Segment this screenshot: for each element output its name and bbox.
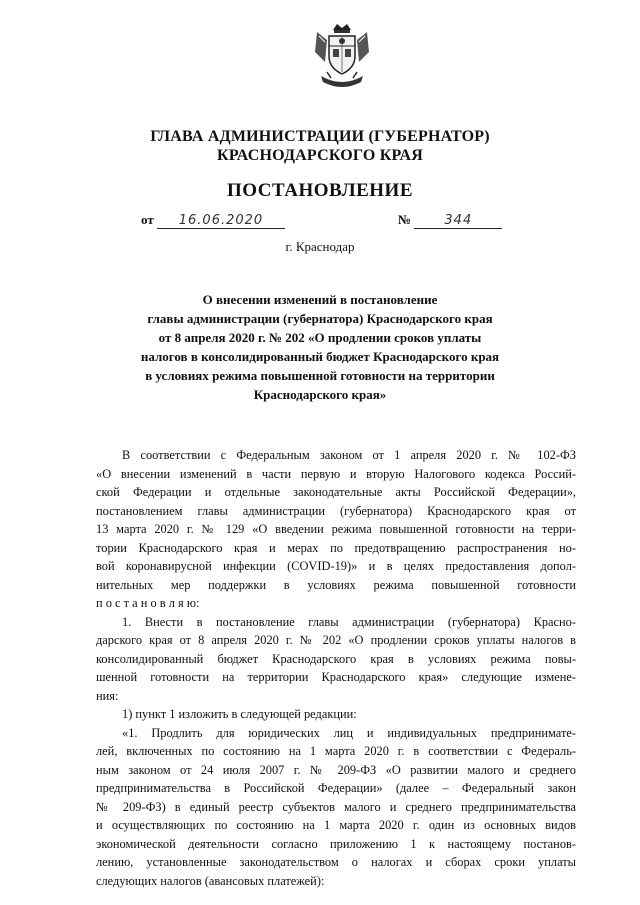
document-type-heading: ПОСТАНОВЛЕНИЕ	[226, 180, 414, 201]
body-line: В соответствии с Федеральным законом от 1 апреля 2020 г. № 102-ФЗ	[122, 448, 576, 462]
subject-line: Краснодарского края»	[253, 387, 387, 402]
date-label: от	[141, 212, 154, 227]
date-line	[141, 212, 285, 229]
authority-title-line1: ГЛАВА АДМИНИСТРАЦИИ (ГУБЕРНАТОР)	[150, 128, 490, 145]
body-line: ской Федерации и отдельные законодательные акты Российской Федерации»,	[96, 485, 576, 499]
subject-line: налогов в консолидированный бюджет Краснодарского края	[140, 349, 500, 364]
body-line: ния:	[96, 688, 119, 703]
subject-line: О внесении изменений в постановление	[202, 292, 438, 307]
body-line: экономической деятельности согласно приложению 1 к настоящему постанов-	[96, 836, 576, 851]
document-subject	[100, 290, 540, 404]
body-line: предпринимательства в Российской Федерации» (далее – Федеральный закон	[96, 781, 576, 795]
body-line: № 209-ФЗ) в единый реестр субъектов малого и среднего предпринимательства	[96, 799, 576, 814]
body-line: ным законом от 24 июля 2007 г. № 209-ФЗ «О развитии малого и среднего	[96, 762, 576, 777]
body-line: «1. Продлить для юридических лиц и индивидуальных предпринимате-	[122, 725, 576, 740]
body-line: шенной готовности на территории Краснодарского края» следующие измене-	[96, 670, 576, 684]
number-value: 344	[444, 213, 473, 228]
body-line: вой коронавирусной инфекции (COVID-19)» и в целях предоставления допол-	[96, 559, 576, 573]
body-line: 1. Внести в постановление главы администрации (губернатора) Красно-	[122, 614, 576, 629]
body-line: следующих налогов (авансовых платежей):	[96, 873, 325, 888]
body-line: лению, установленные законодательством о налогах и сборах сроки уплаты	[96, 855, 576, 869]
body-line: дарского края от 8 апреля 2020 г. № 202 «О продлении сроков уплаты налогов в	[96, 633, 576, 647]
body-line: тории Краснодарского края и мерах по предотвращению распространения но-	[96, 540, 576, 555]
coat-of-arms-icon	[311, 22, 373, 92]
subject-line: от 8 апреля 2020 г. № 202 «О продлении сроков уплаты	[158, 330, 482, 345]
number-label: №	[398, 212, 412, 227]
date-value: 16.06.2020	[178, 213, 264, 228]
body-line: нительных мер поддержки в условиях режима повышенной готовности	[96, 577, 576, 592]
document-body	[96, 446, 576, 890]
subject-line: главы администрации (губернатора) Краснодарского края	[147, 311, 493, 326]
authority-title-line2: КРАСНОДАРСКОГО КРАЯ	[217, 147, 423, 164]
body-line: 1) пункт 1 изложить в следующей редакции:	[122, 707, 357, 721]
body-line: постановлением главы администрации (губернатора) Краснодарского края от	[96, 503, 576, 518]
body-line: п о с т а н о в л я ю:	[96, 596, 200, 610]
body-line: 13 марта 2020 г. № 129 «О введении режима повышенной готовности на терри-	[96, 522, 576, 536]
body-line: лей, включенных по состоянию на 1 марта 2020 г. в соответствии с Федераль-	[96, 744, 576, 758]
subject-line: в условиях режима повышенной готовности на территории	[145, 368, 495, 383]
body-line: и осуществляющих по состоянию на 1 марта 2020 г. один из основных видов	[96, 818, 576, 832]
city-label: г. Краснодар	[285, 239, 355, 254]
body-line: «О внесении изменений в части первую и вторую Налогового кодекса Россий-	[96, 466, 576, 481]
body-line: консолидированный бюджет Краснодарского края в условиях режима повы-	[96, 651, 576, 666]
number-line	[398, 212, 502, 229]
